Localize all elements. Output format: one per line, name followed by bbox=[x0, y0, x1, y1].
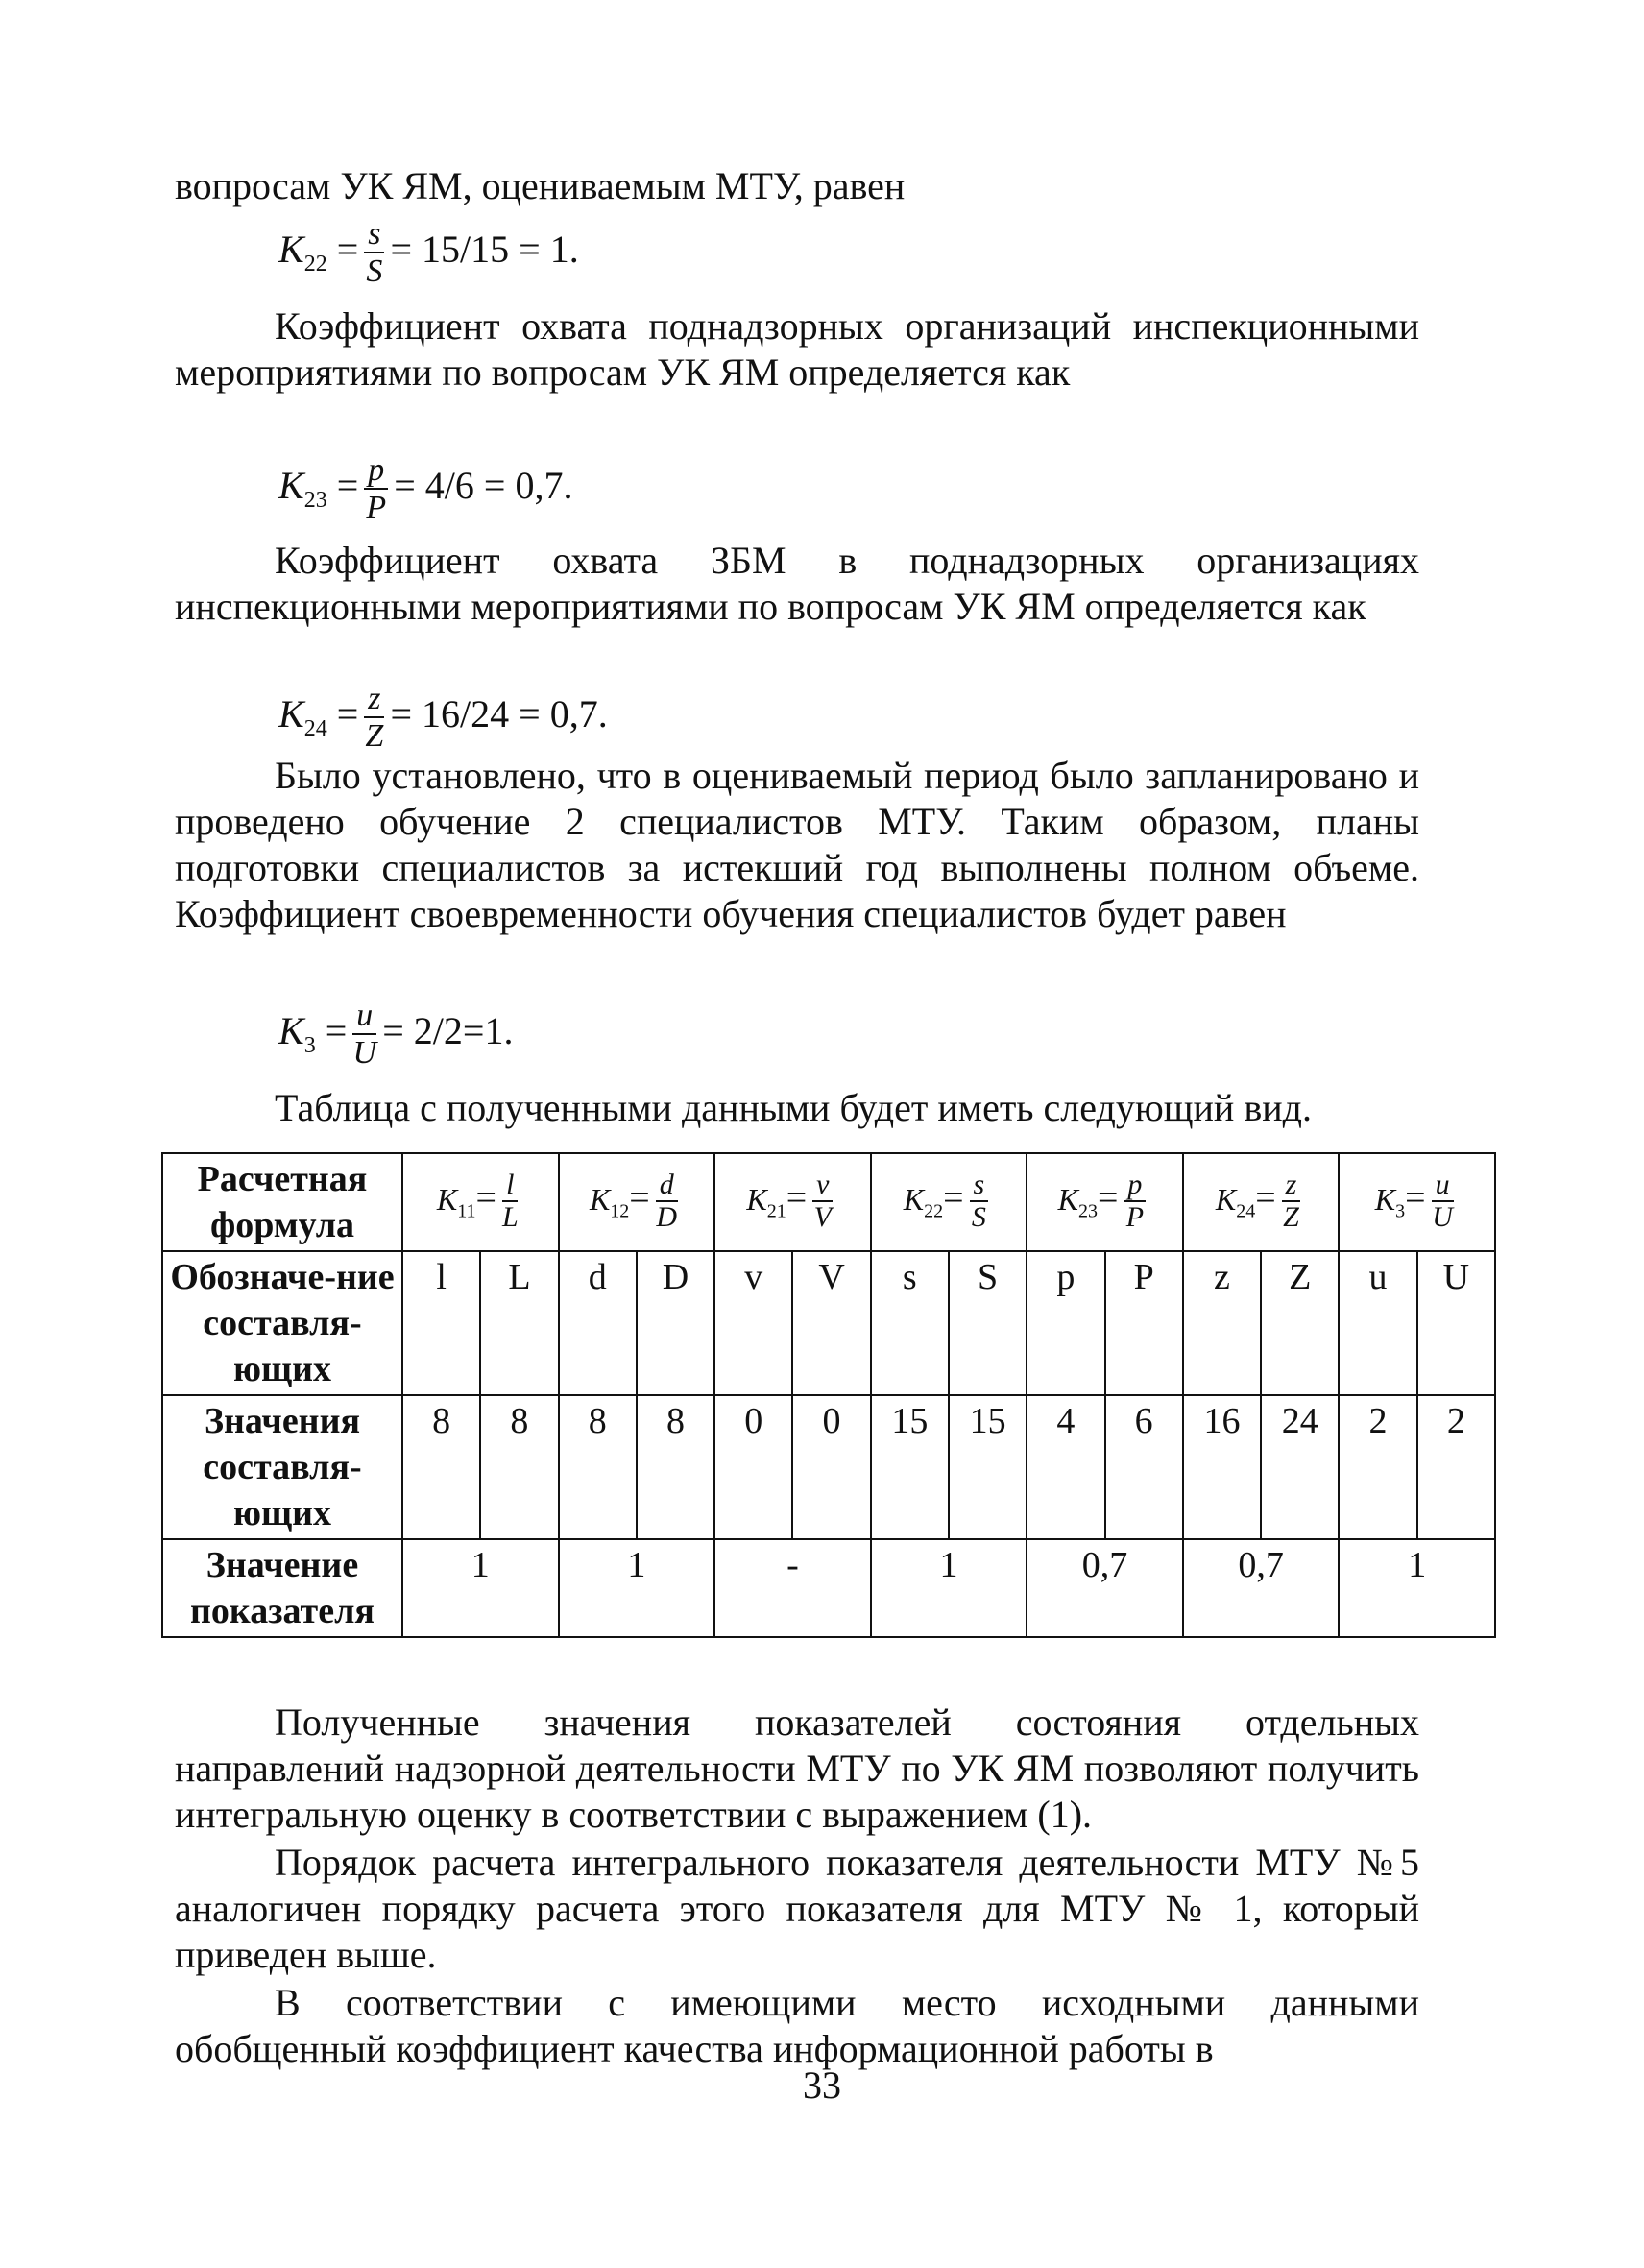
row-header: Расчетная формула bbox=[162, 1153, 402, 1251]
symbol-cell: P bbox=[1105, 1251, 1183, 1395]
formula-cell-k22: $K_{22}=$ $\frac{s}{S}$ bbox=[871, 1153, 1028, 1251]
table-row-symbols bbox=[162, 1251, 1495, 1395]
formula-cell-k21: $K_{21}=$ $\frac{v}{V}$ bbox=[714, 1153, 871, 1251]
formula-cell-k23: $K_{23}=$ $\frac{p}{P}$ bbox=[1027, 1153, 1183, 1251]
indicator-cell: 1 bbox=[871, 1539, 1028, 1637]
value-cell: 8 bbox=[637, 1395, 714, 1539]
formula-k24: $K_{24}$ = $\frac{z}{Z}$ = 16/24 = 0,7. bbox=[278, 681, 608, 754]
symbol-cell: D bbox=[637, 1251, 714, 1395]
value-cell: 6 bbox=[1105, 1395, 1183, 1539]
value-cell: 16 bbox=[1183, 1395, 1261, 1539]
value-cell: 0 bbox=[714, 1395, 792, 1539]
value-cell: 8 bbox=[559, 1395, 637, 1539]
paragraph-procedure: Порядок расчета интегрального показателя деятельности МТУ №5 аналогичен порядку расчета этого показателя для МТУ № 1, который приведен выше. bbox=[175, 1841, 1419, 1976]
value-cell: 2 bbox=[1417, 1395, 1495, 1539]
value-cell: 8 bbox=[480, 1395, 558, 1539]
value-cell: 15 bbox=[949, 1395, 1027, 1539]
indicator-cell: 1 bbox=[559, 1539, 715, 1637]
table-intro: Таблица с полученными данными будет иметь следующий вид. bbox=[275, 1086, 1312, 1129]
row-header: Обозначе-ние составля-ющих bbox=[162, 1251, 402, 1395]
symbol-cell: S bbox=[949, 1251, 1027, 1395]
row-header: Значение показателя bbox=[162, 1539, 402, 1637]
symbol-cell: Z bbox=[1261, 1251, 1339, 1395]
page-number: 33 bbox=[803, 2063, 841, 2107]
row-header: Значения составля-ющих bbox=[162, 1395, 402, 1539]
symbol-cell: s bbox=[871, 1251, 949, 1395]
symbol-cell: l bbox=[402, 1251, 480, 1395]
value-cell: 2 bbox=[1339, 1395, 1416, 1539]
paragraph-integral: Полученные значения показателей состояния отдельных направлений надзорной деятельности МТУ по УК ЯМ позволяют получить интегральную оценку в соответствии с выражением (1). bbox=[175, 1701, 1419, 1836]
formula-cell-k24: $K_{24}=$ $\frac{z}{Z}$ bbox=[1183, 1153, 1340, 1251]
symbol-cell: p bbox=[1027, 1251, 1104, 1395]
symbol-cell: U bbox=[1417, 1251, 1495, 1395]
symbol-cell: d bbox=[559, 1251, 637, 1395]
symbol-cell: L bbox=[480, 1251, 558, 1395]
indicator-cell: 0,7 bbox=[1027, 1539, 1183, 1637]
results-table bbox=[161, 1152, 1496, 1638]
symbol-cell: v bbox=[714, 1251, 792, 1395]
symbol-cell: V bbox=[792, 1251, 870, 1395]
formula-k23: $K_{23}$ = $\frac{p}{P}$ = 4/6 = 0,7. bbox=[278, 452, 573, 525]
symbol-cell: z bbox=[1183, 1251, 1261, 1395]
value-cell: 15 bbox=[871, 1395, 949, 1539]
indicator-cell: - bbox=[714, 1539, 871, 1637]
paragraph-coverage-orgs: Коэффициент охвата поднадзорных организаций инспекционными мероприятиями по вопросам УК ЯМ определяется как bbox=[175, 304, 1419, 394]
value-cell: 8 bbox=[402, 1395, 480, 1539]
formula-cell-k11: $K_{11}=$ $\frac{l}{L}$ bbox=[402, 1153, 559, 1251]
formula-k22: $K_{22}$ = $\frac{s}{S}$ = 15/15 = 1. bbox=[278, 216, 579, 289]
value-cell: 24 bbox=[1261, 1395, 1339, 1539]
paragraph-training: Было установлено, что в оцениваемый период было запланировано и проведено обучение 2 специалистов МТУ. Таким образом, планы подготовки специалистов за истекший год выполнены полном объеме. Коэффициент своевременности обучения специалистов будет равен bbox=[175, 754, 1419, 935]
table-row-indicators bbox=[162, 1539, 1495, 1637]
indicator-cell: 0,7 bbox=[1183, 1539, 1340, 1637]
value-cell: 0 bbox=[792, 1395, 870, 1539]
text-line-1: вопросам УК ЯМ, оцениваемым МТУ, равен bbox=[175, 164, 906, 207]
symbol-cell: u bbox=[1339, 1251, 1416, 1395]
value-cell: 4 bbox=[1027, 1395, 1104, 1539]
formula-cell-k3: $K_3=$ $\frac{u}{U}$ bbox=[1339, 1153, 1495, 1251]
paragraph-coverage-zbm: Коэффициент охвата ЗБМ в поднадзорных организациях инспекционными мероприятиями по вопросам УК ЯМ определяется как bbox=[175, 539, 1419, 628]
table-row-values bbox=[162, 1395, 1495, 1539]
indicator-cell: 1 bbox=[402, 1539, 559, 1637]
table-row-formulas bbox=[162, 1153, 1495, 1251]
formula-k3: $K_3$ = $\frac{u}{U}$ = 2/2=1. bbox=[278, 998, 514, 1071]
paragraph-generalized: В соответствии с имеющими место исходными данными обобщенный коэффициент качества информационной работы в bbox=[175, 1981, 1419, 2070]
formula-cell-k12: $K_{12}=$ $\frac{d}{D}$ bbox=[559, 1153, 715, 1251]
indicator-cell: 1 bbox=[1339, 1539, 1495, 1637]
